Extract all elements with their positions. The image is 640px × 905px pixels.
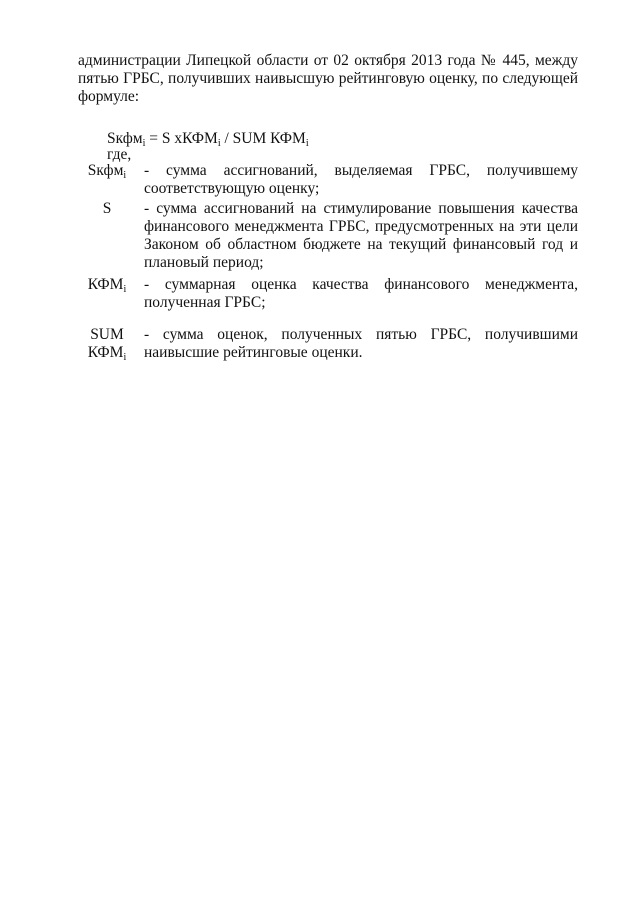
definition-description: - сумма ассигнований на стимулирование повышения качества финансового менеджмента ГРБС, предусмотренных на эти цели Законом об областном бюджете на текущий финансовый год и плановый период; — [144, 200, 578, 271]
intro-paragraph: администрации Липецкой области от 02 октября 2013 года № 445, между пятью ГРБС, получивших наивысшую рейтинговую оценку, по следующей формуле: — [78, 52, 578, 105]
formula-mid-subscript: i — [217, 138, 221, 149]
formula-lhs: Sкфм — [107, 130, 143, 147]
formula — [107, 130, 309, 148]
term-subscript: i — [123, 352, 127, 363]
formula-rhs-subscript: i — [305, 138, 309, 149]
where-label: где, — [107, 146, 132, 163]
formula-lhs-subscript: i — [142, 138, 146, 149]
definition-description: - сумма оценок, полученных пятью ГРБС, получившими наивысшие рейтинговые оценки. — [144, 326, 578, 361]
definition-term: Sкфм$_i$ — [87, 162, 127, 181]
definition-term: SUM $КФМ_i$ — [87, 326, 127, 363]
formula-eq: = S хКФМ — [145, 130, 218, 147]
definition-term: $КФМ_i$ — [87, 276, 127, 295]
formula-rhs: / SUM КФМ — [220, 130, 306, 147]
definition-description: - суммарная оценка качества финансового менеджмента, полученная ГРБС; — [144, 276, 578, 311]
term-subscript: i — [123, 284, 127, 295]
definition-description: - сумма ассигнований, выделяемая ГРБС, получившему соответствующую оценку; — [144, 162, 578, 197]
term-subscript: i — [123, 170, 127, 181]
definition-term: S — [102, 200, 112, 217]
